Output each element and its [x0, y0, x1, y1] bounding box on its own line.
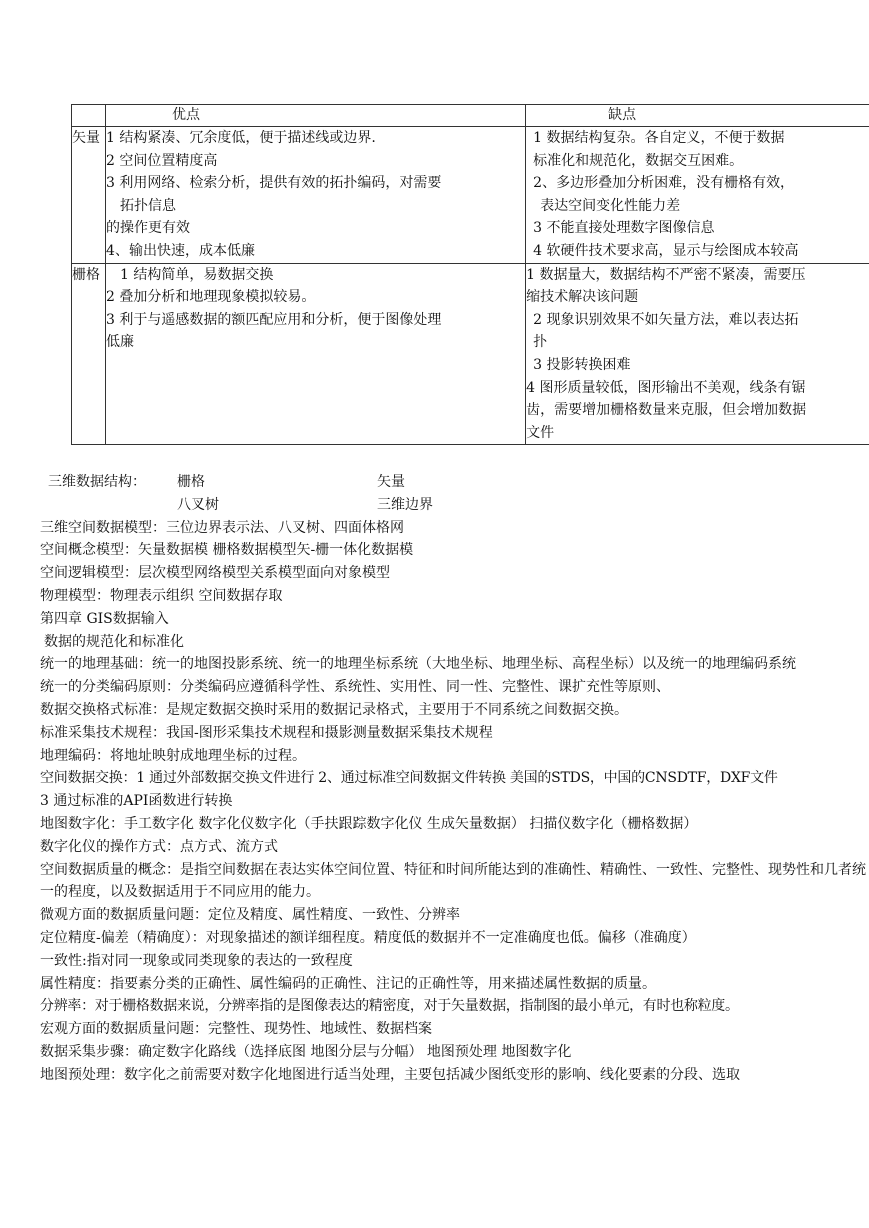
pros-line: 3 利用网络、检索分析，提供有效的拓扑编码，对需要 — [106, 175, 442, 192]
text-line: 属性精度：指要素分类的正确性、属性编码的正确性、注记的正确性等，用来描述属性数据的质量。 — [40, 975, 656, 992]
text-line: 空间数据交换：1 通过外部数据交换文件进行 2、通过标准空间数据文件转换 美国的STDS，中国的CNSDTF，DXF文件 — [40, 770, 778, 787]
cons-cell — [526, 263, 869, 445]
cons-line: 3 不能直接处理数字图像信息 — [533, 220, 715, 237]
cons-line: 缩技术解决该问题 — [526, 289, 639, 306]
cons-line: 3 投影转换困难 — [533, 356, 631, 373]
cons-line: 表达空间变化性能力差 — [540, 197, 681, 214]
pros-line: 的操作更有效 — [106, 220, 191, 237]
cons-line: 1 数据结构复杂。各自定义，不便于数据 — [533, 130, 785, 146]
three-d-col1: 八叉树 — [177, 496, 219, 513]
chapter-heading: 第四章 GIS数据输入 — [40, 610, 169, 627]
text-line: 一致性:指对同一现象或同类现象的表达的一致程度 — [40, 952, 353, 969]
cons-line: 1 数据量大，数据结构不严密不紧凑，需要压 — [526, 266, 806, 283]
cons-line: 扑 — [533, 334, 548, 351]
three-d-structure-row — [40, 471, 869, 494]
pros-line: 2 叠加分析和地理现象模拟较易。 — [106, 289, 316, 306]
text-line: 定位精度-偏差（精确度）：对现象描述的额详细程度。精度低的数据并不一定准确度也低。偏移（准确度） — [40, 929, 696, 946]
text-line: 微观方面的数据质量问题：定位及精度、属性精度、一致性、分辨率 — [40, 907, 460, 924]
pros-line: 3 利于与遥感数据的额匹配应用和分析，便于图像处理 — [106, 311, 442, 328]
cons-line: 4 软硬件技术要求高，显示与绘图成本较高 — [533, 242, 799, 259]
text-line: 地图数字化：手工数字化 数字化仪数字化（手扶跟踪数字化仪 生成矢量数据） 扫描仪数字化（栅格数据） — [40, 815, 698, 832]
cons-line: 2 现象识别效果不如矢量方法，难以表达拓 — [533, 311, 799, 328]
row-label: 栅格 — [72, 263, 106, 445]
text-line: 宏观方面的数据质量问题：完整性、现势性、地域性、数据档案 — [40, 1021, 432, 1038]
three-d-col1: 栅格 — [177, 474, 205, 490]
header-empty — [72, 105, 106, 127]
text-line: 地理编码：将地址映射成地理坐标的过程。 — [40, 747, 306, 764]
cons-line: 文件 — [526, 424, 555, 441]
pros-line: 拓扑信息 — [120, 197, 177, 214]
document-body — [40, 471, 869, 1087]
text-line: 空间概念模型：矢量数据模 栅格数据模型矢-栅一体化数据模 — [40, 542, 414, 559]
text-line: 3 通过标准的API函数进行转换 — [40, 793, 233, 810]
text-line: 物理模型：物理表示组织 空间数据存取 — [40, 587, 283, 604]
text-line: 统一的分类编码原则：分类编码应遵循科学性、系统性、实用性、同一性、完整性、课扩充性等原则、 — [40, 679, 670, 696]
three-d-label: 三维数据结构： — [48, 474, 146, 490]
pros-cell — [106, 127, 526, 264]
cons-cell — [526, 127, 869, 264]
pros-line: 1 结构紧凑、冗余度低，便于描述线或边界. — [106, 130, 376, 146]
text-line: 数字化仪的操作方式：点方式、流方式 — [40, 838, 278, 855]
text-line: 空间数据质量的概念：是指空间数据在表达实体空间位置、特征和时间所能达到的准确性、精确性、一致性、完整性、现势性和几者统一的程度，以及数据适用于不同应用的能力。 — [40, 861, 866, 901]
pros-line: 低廉 — [106, 334, 135, 351]
three-d-structure-row — [40, 494, 869, 517]
text-line: 分辨率：对于栅格数据来说，分辨率指的是图像表达的精密度，对于矢量数据，指制图的最小单元，有时也称粒度。 — [40, 998, 739, 1015]
three-d-col2: 矢量 — [377, 474, 405, 490]
cons-line: 标准化和规范化，数据交互困难。 — [533, 152, 744, 169]
comparison-table — [71, 104, 869, 445]
header-pros: 优点 — [106, 105, 526, 127]
text-line: 三维空间数据模型：三位边界表示法、八叉树、四面体格网 — [40, 519, 404, 536]
text-line: 地图预处理：数字化之前需要对数字化地图进行适当处理，主要包括减少图纸变形的影响、线化要素的分段、选取 — [40, 1066, 740, 1083]
text-line: 统一的地理基础：统一的地图投影系统、统一的地理坐标系统（大地坐标、地理坐标、高程坐标）以及统一的地理编码系统 — [40, 656, 796, 673]
pros-line: 1 结构简单，易数据交换 — [120, 266, 274, 283]
text-line: 数据交换格式标准：是规定数据交换时采用的数据记录格式，主要用于不同系统之间数据交换。 — [40, 701, 628, 718]
header-cons: 缺点 — [526, 105, 869, 127]
table-row-raster — [72, 263, 869, 445]
row-label: 矢量 — [72, 127, 106, 264]
text-line: 空间逻辑模型：层次模型网络模型关系模型面向对象模型 — [40, 565, 390, 582]
pros-line: 4、输出快速，成本低廉 — [106, 242, 255, 259]
pros-line: 2 空间位置精度高 — [106, 152, 218, 169]
cons-line: 齿，需要增加栅格数量来克服，但会增加数据 — [526, 402, 807, 419]
three-d-col2: 三维边界 — [377, 496, 433, 513]
table-row-vector — [72, 127, 869, 264]
cons-line: 4 图形质量较低，图形输出不美观，线条有锯 — [526, 379, 806, 396]
pros-cell — [106, 263, 526, 445]
section-heading: 数据的规范化和标准化 — [44, 633, 184, 650]
text-line: 标准采集技术规程：我国-图形采集技术规程和摄影测量数据采集技术规程 — [40, 724, 493, 741]
text-line: 数据采集步骤：确定数字化路线（选择底图 地图分层与分幅） 地图预处理 地图数字化 — [40, 1043, 572, 1060]
table-header-row — [72, 105, 869, 127]
cons-line: 2、多边形叠加分析困难，没有栅格有效， — [533, 175, 795, 192]
